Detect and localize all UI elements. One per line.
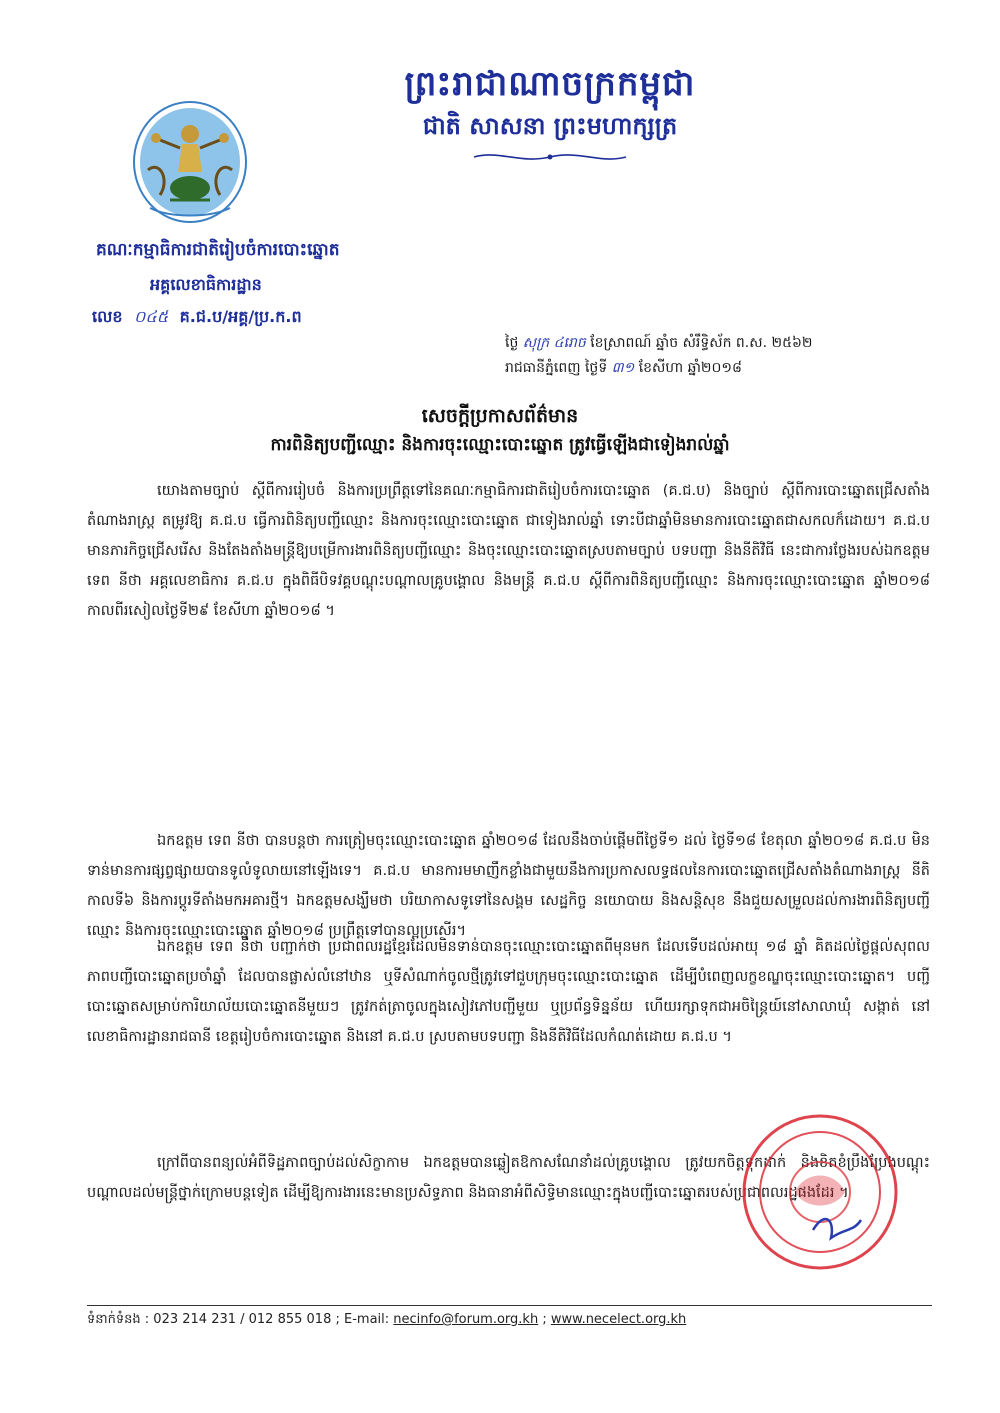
contact-phones: 023 214 231 / 012 855 018 (153, 1312, 332, 1327)
body-paragraph-2: ឯកឧត្ដម ទេព នីថា បានបន្តថា ការត្រៀមចុះឈ្មោះបោះឆ្នោត ឆ្នាំ២០១៨ ដែលនឹងចាប់ផ្ដើមពីថ្ងៃទី១ ដល់ ថ្ងៃទី១៨ ខែតុលា ឆ្នាំ២០១៨ គ.ជ.ប មិនទាន់មានការផ្សព្វផ្សាយបានទូលំទូលាយនៅឡើងទេ។ គ.ជ.ប មានការមមាញឹកខ្លាំងជាមួយនឹងការប្រកាសលទ្ធផលនៃការបោះឆ្នោតជ្រើសតាំងតំណាងរាស្ត្រ នីតិកាលទី៦ និងការប្ដូរទីតាំងមកអគារថ្មី។ ឯកឧត្ដមសង្ឃឹមថា បរិយាកាសទូទៅនៃសង្គម សេដ្ឋកិច្ច នយោបាយ និងសន្តិសុខ នឹងជួយសម្រួលដល់ការងារពិនិត្យបញ្ជីឈ្មោះ និងការចុះឈ្មោះបោះឆ្នោត ឆ្នាំ២០១៨ ប្រព្រឹត្តទៅបានល្អប្រសើរ។ (87, 833, 930, 939)
solar-date-rest: ខែសីហា ឆ្នាំ២០១៨ (638, 360, 742, 376)
reference-suffix: គ.ជ.ប/អគ្គ/ប្រ.ក.ព (179, 307, 302, 326)
body-paragraph-1: យោងតាមច្បាប់ ស្ដីពីការរៀបចំ និងការប្រព្រឹត្តទៅនៃគណៈកម្មាធិការជាតិរៀបចំការបោះឆ្នោត (គ.ជ.ប) និងច្បាប់ ស្ដីពីការបោះឆ្នោតជ្រើសតាំងតំណាងរាស្ត្រ តម្រូវឱ្យ គ.ជ.ប ធ្វើការពិនិត្យបញ្ជីឈ្មោះ និងការចុះឈ្មោះបោះឆ្នោត ជាទៀងរាល់ឆ្នាំ ទោះបីជាឆ្នាំមិនមានការបោះឆ្នោតជាសកលក៏ដោយ។ គ.ជ.ប មានភារកិច្ចជ្រើសរើស និងតែងតាំងមន្ត្រីឱ្យបម្រើការងារពិនិត្យបញ្ជីឈ្មោះ និងចុះឈ្មោះបោះឆ្នោតស្របតាមច្បាប់ បទបញ្ជា និងនីតិវិធី នេះជាការថ្លែងរបស់ឯកឧត្ដម ទេព នីថា អគ្គលេខាធិការ គ.ជ.ប ក្នុងពិធីបិទវគ្គបណ្ដុះបណ្ដាលគ្រូបង្គោល និងមន្ត្រី គ.ជ.ប ស្ដីពីការពិនិត្យបញ្ជីឈ្មោះ និងការចុះឈ្មោះបោះឆ្នោត ឆ្នាំ២០១៨ កាលពីរសៀលថ្ងៃទី២៩ ខែសីហា ឆ្នាំ២០១៨ ។ (87, 483, 930, 619)
red-official-seal-icon (735, 1110, 905, 1275)
reference-number: ០៤៥ (134, 307, 169, 326)
lunar-date-prefix: ថ្ងៃ (505, 335, 519, 351)
lunar-date-handwritten: សុក្រ ៤រោច (522, 335, 586, 351)
body-paragraph-4: ក្រៅពីបានពន្យល់អំពីទិដ្ឋភាពច្បាប់ដល់សិក្ខាកាម ឯកឧត្ដមបានឆ្លៀតឱកាសណែនាំដល់គ្រូបង្គោល ត្រូវយកចិត្តទុកដាក់ និងខិតខំប្រឹងប្រែងបណ្ដុះបណ្ដាលដល់មន្ត្រីថ្នាក់ក្រោមបន្តទៀត ដើម្បីឱ្យការងារនេះមានប្រសិទ្ធភាព និងធានាអំពីសិទ្ធិមានឈ្មោះក្នុងបញ្ជីបោះឆ្នោតរបស់ប្រជាពលរដ្ឋផងដែរ ។ (87, 1155, 930, 1201)
solar-date-prefix: រាជធានីភ្នំពេញ ថ្ងៃទី (505, 360, 608, 376)
solar-date-line (505, 358, 945, 378)
reference-number-line (92, 306, 412, 328)
website-link[interactable]: www.necelect.org.kh (550, 1312, 687, 1327)
signature-icon (813, 1219, 861, 1238)
kingdom-heading: ព្រះរាជាណាចក្រកម្ពុជា (404, 64, 696, 104)
email-link[interactable]: necinfo@forum.org.kh (393, 1312, 539, 1327)
body-paragraph-3: ឯកឧត្ដម ទេព នីថា បញ្ជាក់ថា ប្រជាពលរដ្ឋខ្មែរដែលមិនទាន់បានចុះឈ្មោះបោះឆ្នោតពីមុនមក ដែលទើបដល់អាយុ ១៨ ឆ្នាំ គិតដល់ថ្ងៃផ្ដល់សុពលភាពបញ្ជីបោះឆ្នោតប្រចាំឆ្នាំ ដែលបានផ្លាស់លំនៅឋាន ឬទីសំណាក់ចូលថ្មីត្រូវទៅជួបក្រុមចុះឈ្មោះបោះឆ្នោត ដើម្បីបំពេញលក្ខខណ្ឌចុះឈ្មោះបោះឆ្នោត។ បញ្ជីបោះឆ្នោតសម្រាប់ការិយាល័យបោះឆ្នោតនីមួយៗ ត្រូវកត់ត្រាចូលក្នុងសៀវភៅបញ្ជីមួយ ឬប្រព័ន្ធទិន្នន័យ ហើយរក្សាទុកជាអចិន្ត្រៃយ៍នៅសាលាឃុំ សង្កាត់ នៅលេខាធិការដ្ឋានរាជធានី ខេត្តរៀបចំការបោះឆ្នោត និងនៅ គ.ជ.ប ស្របតាមបទបញ្ជា និងនីតិវិធីដែលកំណត់ដោយ គ.ជ.ប ។ (87, 939, 930, 1045)
document-title: សេចក្ដីប្រកាសព័ត៌មាន (421, 405, 579, 427)
secretariat-name: អគ្គលេខាធិការដ្ឋាន (150, 275, 262, 294)
committee-name: គណៈកម្មាធិការជាតិរៀបចំការបោះឆ្នោត (96, 240, 340, 260)
solar-date-handwritten: ៣១ (611, 360, 635, 376)
footer-divider (87, 1305, 932, 1306)
lunar-date-line (505, 333, 945, 353)
national-motto: ជាតិ សាសនា ព្រះមហាក្សត្រ (422, 111, 678, 140)
lunar-date-rest: ខែស្រាពណ៍ ឆ្នាំច សំរឹទ្ធិស័ក ព.ស. ២៥៦២ (590, 335, 813, 351)
footer-contact: ទំនាក់ទំនង : 023 214 231 / 012 855 018 ; E-mail: necinfo@forum.org.kh ; www.necelect.org.kh (87, 1312, 687, 1327)
email-label: E-mail: (344, 1312, 390, 1327)
contact-label: ទំនាក់ទំនង (87, 1312, 141, 1327)
document-subtitle: ការពិនិត្យបញ្ជីឈ្មោះ និងការចុះឈ្មោះបោះឆ្នោត ត្រូវធ្វើឡើងជាទៀងរាល់ឆ្នាំ (270, 435, 730, 455)
reference-prefix: លេខ (92, 307, 123, 326)
ornament-divider-icon (470, 148, 630, 166)
national-election-committee-emblem-icon (130, 100, 250, 230)
